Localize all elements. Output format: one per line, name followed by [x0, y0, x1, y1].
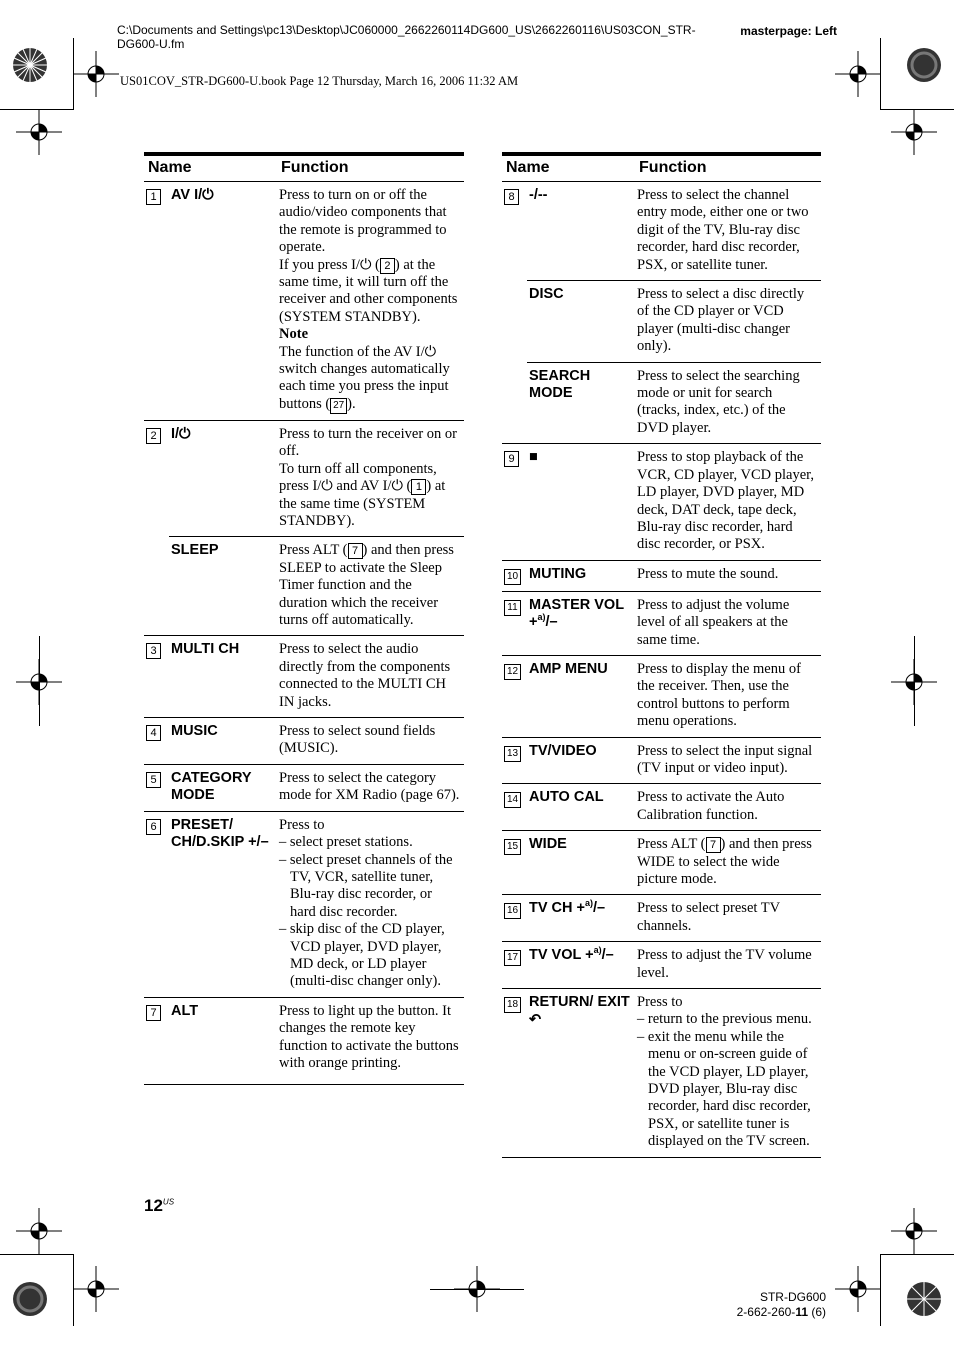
model-info [737, 1290, 826, 1320]
row-number: 9 [502, 444, 527, 560]
button-function: Press to adjust the volume level of all speakers at the same time. [635, 591, 821, 655]
crop-line [880, 38, 881, 110]
button-function: Press to mute the sound. [635, 560, 821, 591]
button-function: Press to – return to the previous menu. – exit the menu while the menu or on-screen guide of the VCD player, LD player, DVD player, Blu-ray disc recorder, hard disc recorder, PSX, or satellite tuner is displayed on the TV screen. [635, 989, 821, 1158]
crop-line [880, 109, 954, 110]
row-number: 15 [502, 831, 527, 895]
row-number: 11 [502, 591, 527, 655]
button-name: I/⏻ [169, 420, 277, 536]
name-column-header: Name [502, 154, 635, 182]
crop-line [39, 636, 40, 726]
button-function: Press to select the searching mode or unit for search (tracks, index, etc.) of the DVD player. [635, 362, 821, 444]
note-label: Note [279, 326, 309, 343]
crosshair-mark-icon [891, 1208, 937, 1254]
crop-line [0, 109, 73, 110]
registration-wheel-icon [906, 1281, 942, 1317]
crop-line [880, 1254, 954, 1255]
button-name: DISC [527, 281, 635, 363]
button-function: Press to turn on or off the audio/video components that the remote is programmed to operate. If you press I/⏻ ( 2 ) at the same time, it will turn off the receiver and other components (SYSTEM STANDBY). Note The function of the AV I/⏻ switch changes automatically each time you press the input buttons ( 27 ). [277, 182, 464, 421]
right-table [502, 152, 821, 1158]
table-row [502, 895, 821, 942]
button-name: MASTER VOL +$^{a)}$/– [527, 591, 635, 655]
button-name: TV VOL +$^{a)}$/– [527, 942, 635, 989]
button-function: Press to – select preset stations. – select preset channels of the TV, VCR, satellite tuner, Blu-ray disc recorder, or hard disc recorder. – skip disc of the CD player, VCD player, DVD player, MD deck, or LD player (multi-disc changer only). [277, 811, 464, 997]
row-number: 12 [502, 655, 527, 737]
button-name: SLEEP [169, 537, 277, 636]
button-function: Press to select a disc directly of the CD player or VCD player (multi-disc changer only). [635, 281, 821, 363]
row-number: 8 [502, 182, 527, 281]
registration-wheel-icon [906, 47, 942, 83]
table-row [144, 182, 464, 421]
row-number: 10 [502, 560, 527, 591]
crosshair-mark-icon [16, 109, 62, 155]
row-number: 17 [502, 942, 527, 989]
registration-wheel-icon [12, 47, 48, 83]
model-name: STR-DG600 [759, 1290, 826, 1304]
button-function: Press ALT ( 7 ) and then press SLEEP to activate the Sleep Timer function and the duration which the receiver turns off automatically. [277, 537, 464, 636]
table-header-row [144, 154, 464, 182]
table-row [502, 942, 821, 989]
row-number: 3 [144, 636, 169, 718]
button-function: Press ALT ( 7 ) and then press WIDE to select the wide picture mode. [635, 831, 821, 895]
crosshair-mark-icon [73, 1266, 119, 1312]
row-number: 14 [502, 784, 527, 831]
button-function: Press to activate the Auto Calibration function. [635, 784, 821, 831]
button-name: CATEGORY MODE [169, 764, 277, 811]
row-number: 16 [502, 895, 527, 942]
crop-line [73, 38, 74, 110]
row-number [144, 537, 169, 636]
button-function: Press to stop playback of the VCR, CD player, VCD player, LD player, DVD player, MD deck, DAT deck, tape deck, Blu-ray disc recorder, hard disc recorder, or PSX. [635, 444, 821, 560]
button-function: Press to select the category mode for XM Radio (page 67). [277, 764, 464, 811]
table-row [502, 737, 821, 784]
table-row [502, 591, 821, 655]
row-number: 4 [144, 717, 169, 764]
button-function: Press to light up the button. It changes the remote key function to activate the buttons with orange printing. [277, 997, 464, 1085]
button-name: MULTI CH [169, 636, 277, 718]
table-row [502, 182, 821, 281]
row-number: 13 [502, 737, 527, 784]
row-number: 2 [144, 420, 169, 536]
table-row [502, 784, 821, 831]
crop-line [880, 1254, 881, 1326]
table-header-row [502, 154, 821, 182]
button-function: Press to select the audio directly from the components connected to the MULTI CH IN jacks. [277, 636, 464, 718]
button-name: AUTO CAL [527, 784, 635, 831]
crosshair-mark-icon [16, 1208, 62, 1254]
button-function: Press to select the input signal (TV input or video input). [635, 737, 821, 784]
button-name: WIDE [527, 831, 635, 895]
name-column-header: Name [144, 154, 277, 182]
button-name: -/-- [527, 182, 635, 281]
row-number [502, 362, 527, 444]
right-table-container [502, 152, 821, 1158]
button-function: Press to turn the receiver on or off. To turn off all components, press I/⏻ and AV I/⏻ ( 1 ) at the same time (SYSTEM STANDBY). [277, 420, 464, 536]
row-number [502, 281, 527, 363]
button-name: MUTING [527, 560, 635, 591]
button-name: TV CH +$^{a)}$/– [527, 895, 635, 942]
table-row [144, 764, 464, 811]
button-function: Press to select preset TV channels. [635, 895, 821, 942]
button-name: MUSIC [169, 717, 277, 764]
model-code: 2-662-260-11 (6) [736, 1305, 826, 1319]
button-name: RETURN/ EXIT ↶ [527, 989, 635, 1158]
table-row [144, 636, 464, 718]
button-function: Press to select sound fields (MUSIC). [277, 717, 464, 764]
function-column-header: Function [635, 154, 821, 182]
button-name: SEARCH MODE [527, 362, 635, 444]
left-table [144, 152, 464, 1085]
function-column-header: Function [277, 154, 464, 182]
button-name: ALT [169, 997, 277, 1085]
table-row [502, 831, 821, 895]
row-number: 18 [502, 989, 527, 1158]
crosshair-mark-icon [835, 1266, 881, 1312]
crosshair-mark-icon [835, 51, 881, 97]
table-row [502, 362, 821, 444]
button-name: TV/VIDEO [527, 737, 635, 784]
left-table-container [144, 152, 464, 1085]
table-row [144, 811, 464, 997]
file-path: C:\Documents and Settings\pc13\Desktop\JC060000_2662260114DG600_US\2662260116\US03CON_STR-DG600-U.fm [117, 23, 696, 51]
button-name: PRESET/ CH/D.SKIP +/– [169, 811, 277, 997]
row-number: 7 [144, 997, 169, 1085]
book-info: US01COV_STR-DG600-U.book Page 12 Thursday, March 16, 2006 11:32 AM [120, 74, 519, 88]
table-row [144, 717, 464, 764]
button-name: AV I/⏻ [169, 182, 277, 421]
row-number: 1 [144, 182, 169, 421]
table-row [502, 560, 821, 591]
masterpage-label: masterpage: Left [740, 24, 837, 38]
table-row [502, 444, 821, 560]
crop-line [0, 1254, 73, 1255]
table-row [144, 997, 464, 1085]
table-row [502, 281, 821, 363]
page-number: $12^{US}$ [144, 1196, 175, 1215]
crosshair-mark-icon [73, 51, 119, 97]
button-function: Press to display the menu of the receiver. Then, use the control buttons to perform menu operations. [635, 655, 821, 737]
table-row [144, 537, 464, 636]
table-row [502, 655, 821, 737]
crosshair-mark-icon [891, 109, 937, 155]
table-row [144, 420, 464, 536]
row-number: 6 [144, 811, 169, 997]
crop-line [73, 1254, 74, 1326]
button-name: AMP MENU [527, 655, 635, 737]
crop-line [430, 1289, 524, 1290]
crop-line [914, 636, 915, 726]
button-function: Press to adjust the TV volume level. [635, 942, 821, 989]
table-row [502, 989, 821, 1158]
button-function: Press to select the channel entry mode, either one or two digit of the TV, Blu-ray disc recorder, hard disc recorder, PSX, or satellite tuner. [635, 182, 821, 281]
registration-wheel-icon [12, 1281, 48, 1317]
stop-icon: ■ [527, 444, 635, 560]
row-number: 5 [144, 764, 169, 811]
